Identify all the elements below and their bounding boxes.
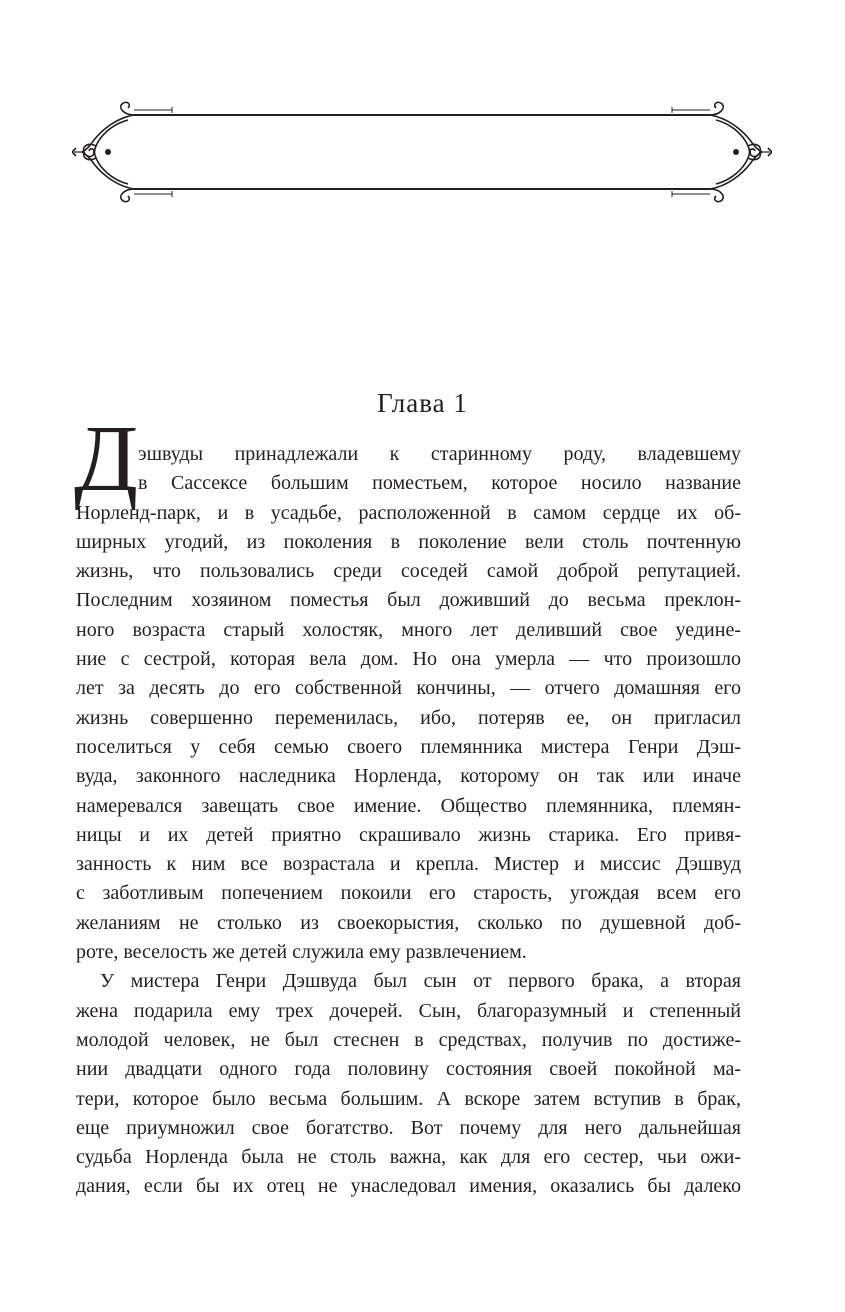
text-line: У мистера Генри Дэшвуда был сын от первого брака, а вторая <box>100 970 741 993</box>
text-line: нии двадцати одного года половину состояния своей покойной ма- <box>76 1058 741 1081</box>
text-line: ницы и их детей приятно скрашивало жизнь старика. Его привя- <box>76 823 741 846</box>
text-line: роте, веселость же детей служила ему развлечением. <box>76 941 527 964</box>
chapter-title: Глава 1 <box>377 388 468 418</box>
text-line: вуда, законного наследника Норленда, которому он так или иначе <box>76 765 741 788</box>
text-line: тери, которое было весьма большим. А вскоре затем вступив в брак, <box>76 1087 741 1110</box>
text-line: ние с сестрой, которая вела дом. Но она умерла — что произошло <box>76 648 741 671</box>
text-line: намеревался завещать свое имение. Общество племянника, племян- <box>76 794 741 817</box>
text-line: поселиться у себя семью своего племянника мистера Генри Дэш- <box>76 735 741 758</box>
ornamental-header-frame <box>72 96 772 208</box>
text-line: занность к ним все возрастала и крепла. Мистер и миссис Дэшвуд <box>76 853 741 876</box>
text-line: дания, если бы их отец не унаследовал имения, оказались бы далеко <box>76 1175 741 1198</box>
text-line: молодой человек, не был стеснен в средствах, получив по достиже- <box>76 1028 741 1051</box>
text-line: лет за десять до его собственной кончины, — отчего домашняя его <box>76 677 741 700</box>
text-line: Норленд-парк, и в усадьбе, расположенной в самом сердце их об- <box>76 501 741 524</box>
text-line: жизнь, что пользовались среди соседей самой доброй репутацией. <box>76 560 741 583</box>
text-line: судьба Норленда была не столь важна, как для его сестер, чьи ожи- <box>76 1146 741 1169</box>
text-line: ного возраста старый холостяк, много лет деливший свое уедине- <box>76 618 741 641</box>
text-line: с заботливым попечением покоили его старость, угождая всем его <box>76 882 741 905</box>
frame-left-ornament <box>72 102 172 201</box>
text-line: в Сассексе большим поместьем, которое носило название <box>138 472 741 495</box>
frame-right-ornament <box>672 102 772 201</box>
text-line: эшвуды принадлежали к старинному роду, владевшему <box>138 443 741 465</box>
body-text <box>76 440 741 1202</box>
text-line: жена подарила ему трех дочерей. Сын, благоразумный и степенный <box>76 999 741 1022</box>
text-line: ширных угодий, из поколения в поколение вели столь почтенную <box>76 530 741 553</box>
text-line: еще приумножил свое богатство. Вот почему для него дальнейшая <box>76 1116 741 1139</box>
text-line: желаниям не столько из своекорыстия, сколько по душевной доб- <box>76 911 741 934</box>
text-line: жизнь совершенно переменилась, ибо, потеряв ее, он пригласил <box>76 706 741 729</box>
drop-cap: Д <box>74 407 139 511</box>
text-line: Последним хозяином поместья был доживший до весьма преклон- <box>76 589 741 612</box>
